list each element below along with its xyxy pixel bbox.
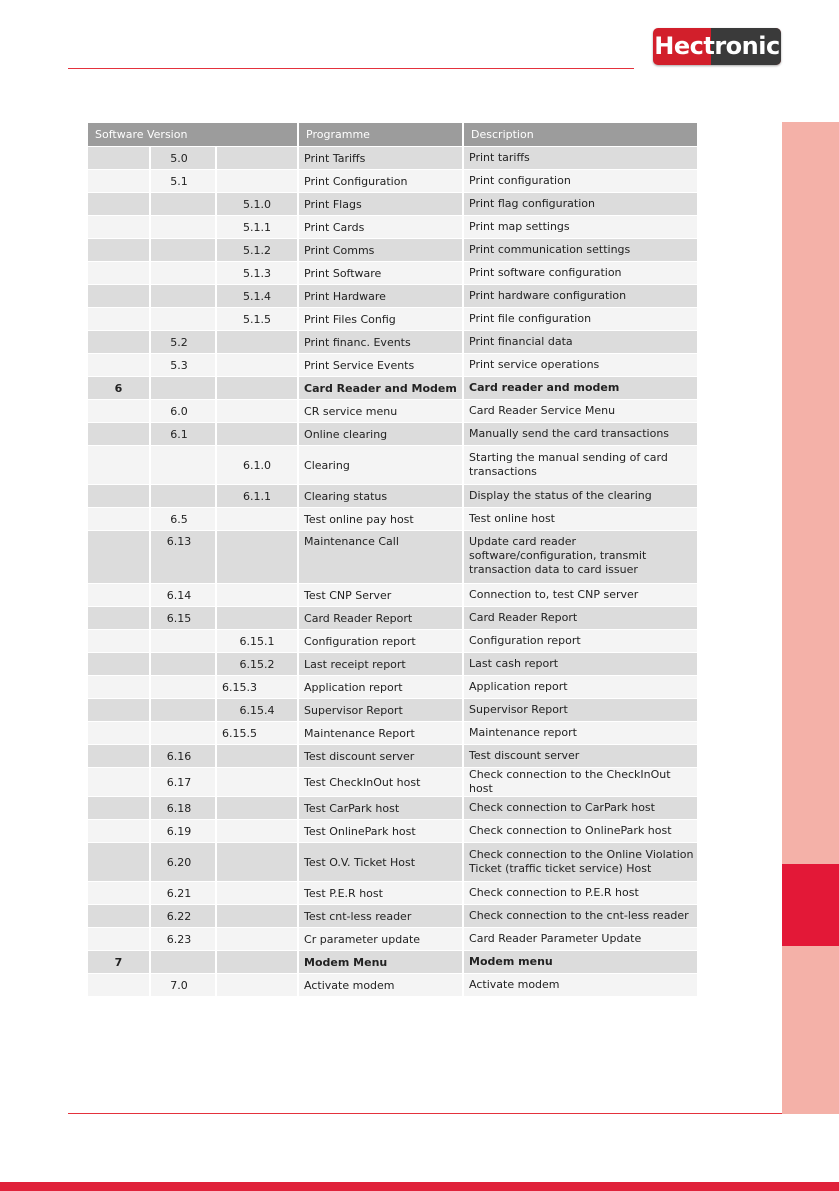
level3-cell: 6.15.3 bbox=[216, 676, 298, 699]
description-cell: Manually send the card transactions bbox=[463, 423, 697, 446]
table-row bbox=[88, 653, 697, 676]
level2-cell: 6.18 bbox=[150, 797, 216, 820]
programme-cell: Last receipt report bbox=[298, 653, 463, 676]
table-row bbox=[88, 531, 697, 584]
table-row bbox=[88, 485, 697, 508]
level3-cell bbox=[216, 607, 298, 630]
logo-text: Hectronic bbox=[654, 32, 780, 60]
table-row bbox=[88, 147, 697, 170]
table-row bbox=[88, 584, 697, 607]
programme-cell: Test cnt-less reader bbox=[298, 905, 463, 928]
programme-cell: Test P.E.R host bbox=[298, 882, 463, 905]
programme-cell: Print Tariffs bbox=[298, 147, 463, 170]
description-cell: Modem menu bbox=[463, 951, 697, 974]
programme-cell: Card Reader and Modem bbox=[298, 377, 463, 400]
level2-cell: 5.1 bbox=[150, 170, 216, 193]
header-programme: Programme bbox=[298, 123, 463, 147]
level1-cell bbox=[88, 607, 150, 630]
table-row bbox=[88, 239, 697, 262]
header-rule bbox=[68, 68, 634, 69]
description-cell: Card reader and modem bbox=[463, 377, 697, 400]
description-cell: Print financial data bbox=[463, 331, 697, 354]
level3-cell bbox=[216, 147, 298, 170]
header-description: Description bbox=[463, 123, 697, 147]
description-cell: Print communication settings bbox=[463, 239, 697, 262]
description-cell: Starting the manual sending of card transactions bbox=[463, 446, 697, 485]
description-cell: Supervisor Report bbox=[463, 699, 697, 722]
level1-cell bbox=[88, 882, 150, 905]
description-cell: Display the status of the clearing bbox=[463, 485, 697, 508]
level3-cell bbox=[216, 951, 298, 974]
table-row bbox=[88, 170, 697, 193]
description-cell: Print software configuration bbox=[463, 262, 697, 285]
level2-cell bbox=[150, 216, 216, 239]
table-row bbox=[88, 722, 697, 745]
level3-cell bbox=[216, 508, 298, 531]
table-row bbox=[88, 446, 697, 485]
description-cell: Print service operations bbox=[463, 354, 697, 377]
programme-cell: Test CheckInOut host bbox=[298, 768, 463, 797]
level3-cell bbox=[216, 768, 298, 797]
level2-cell bbox=[150, 377, 216, 400]
level3-cell: 5.1.1 bbox=[216, 216, 298, 239]
table-row bbox=[88, 974, 697, 997]
level3-cell bbox=[216, 331, 298, 354]
table-row bbox=[88, 882, 697, 905]
level2-cell bbox=[150, 239, 216, 262]
level1-cell: 6 bbox=[88, 377, 150, 400]
table-row bbox=[88, 820, 697, 843]
level2-cell: 6.22 bbox=[150, 905, 216, 928]
level3-cell: 5.1.2 bbox=[216, 239, 298, 262]
level3-cell: 6.15.5 bbox=[216, 722, 298, 745]
table-row bbox=[88, 607, 697, 630]
description-cell: Check connection to the Online Violation Ticket (traffic ticket service) Host bbox=[463, 843, 697, 882]
level3-cell bbox=[216, 745, 298, 768]
level2-cell bbox=[150, 653, 216, 676]
level3-cell: 5.1.4 bbox=[216, 285, 298, 308]
level3-cell bbox=[216, 354, 298, 377]
level1-cell bbox=[88, 354, 150, 377]
programme-cell: Card Reader Report bbox=[298, 607, 463, 630]
hectronic-logo bbox=[653, 28, 781, 65]
level3-cell bbox=[216, 400, 298, 423]
table-row bbox=[88, 354, 697, 377]
level1-cell bbox=[88, 928, 150, 951]
level2-cell: 6.20 bbox=[150, 843, 216, 882]
description-cell: Print flag configuration bbox=[463, 193, 697, 216]
level1-cell bbox=[88, 699, 150, 722]
level2-cell: 6.19 bbox=[150, 820, 216, 843]
level1-cell bbox=[88, 676, 150, 699]
programme-cell: Application report bbox=[298, 676, 463, 699]
table-section-row bbox=[88, 951, 697, 974]
level1-cell bbox=[88, 653, 150, 676]
description-cell: Check connection to the cnt-less reader bbox=[463, 905, 697, 928]
programme-cell: Maintenance Report bbox=[298, 722, 463, 745]
table-section-row bbox=[88, 377, 697, 400]
level2-cell: 5.3 bbox=[150, 354, 216, 377]
programme-cell: Print Comms bbox=[298, 239, 463, 262]
description-cell: Card Reader Report bbox=[463, 607, 697, 630]
level3-cell: 5.1.5 bbox=[216, 308, 298, 331]
level2-cell bbox=[150, 285, 216, 308]
level2-cell: 7.0 bbox=[150, 974, 216, 997]
programme-cell: Modem Menu bbox=[298, 951, 463, 974]
description-cell: Print configuration bbox=[463, 170, 697, 193]
level3-cell: 6.15.1 bbox=[216, 630, 298, 653]
description-cell: Check connection to CarPark host bbox=[463, 797, 697, 820]
level3-cell: 6.15.2 bbox=[216, 653, 298, 676]
table-row bbox=[88, 216, 697, 239]
level2-cell bbox=[150, 676, 216, 699]
description-cell: Activate modem bbox=[463, 974, 697, 997]
programme-cell: Configuration report bbox=[298, 630, 463, 653]
table-row bbox=[88, 905, 697, 928]
level2-cell bbox=[150, 485, 216, 508]
footer-bar bbox=[0, 1182, 839, 1191]
table-row bbox=[88, 423, 697, 446]
description-cell: Print file configuration bbox=[463, 308, 697, 331]
level3-cell bbox=[216, 423, 298, 446]
level2-cell: 6.0 bbox=[150, 400, 216, 423]
active-chapter-marker bbox=[782, 864, 839, 946]
table-row bbox=[88, 843, 697, 882]
programme-cell: Print Files Config bbox=[298, 308, 463, 331]
level1-cell bbox=[88, 446, 150, 485]
level1-cell bbox=[88, 170, 150, 193]
level1-cell bbox=[88, 905, 150, 928]
level1-cell bbox=[88, 630, 150, 653]
level1-cell bbox=[88, 485, 150, 508]
level1-cell bbox=[88, 193, 150, 216]
level2-cell: 6.5 bbox=[150, 508, 216, 531]
description-cell: Print tariffs bbox=[463, 147, 697, 170]
programme-cell: Activate modem bbox=[298, 974, 463, 997]
programme-cell: Test online pay host bbox=[298, 508, 463, 531]
level1-cell: 7 bbox=[88, 951, 150, 974]
level3-cell bbox=[216, 905, 298, 928]
level2-cell: 6.1 bbox=[150, 423, 216, 446]
table-row bbox=[88, 400, 697, 423]
chapter-side-tab bbox=[782, 122, 839, 1114]
description-cell: Card Reader Parameter Update bbox=[463, 928, 697, 951]
level3-cell bbox=[216, 584, 298, 607]
level1-cell bbox=[88, 531, 150, 584]
level1-cell bbox=[88, 768, 150, 797]
programme-cell: Print Service Events bbox=[298, 354, 463, 377]
table-row bbox=[88, 285, 697, 308]
programme-cell: Maintenance Call bbox=[298, 531, 463, 584]
table-row bbox=[88, 508, 697, 531]
programme-cell: Cr parameter update bbox=[298, 928, 463, 951]
level1-cell bbox=[88, 974, 150, 997]
programme-cell: Test discount server bbox=[298, 745, 463, 768]
level3-cell bbox=[216, 820, 298, 843]
programme-cell: Clearing status bbox=[298, 485, 463, 508]
software-version-table bbox=[88, 123, 697, 996]
level1-cell bbox=[88, 722, 150, 745]
level2-cell: 6.21 bbox=[150, 882, 216, 905]
level1-cell bbox=[88, 147, 150, 170]
level3-cell bbox=[216, 882, 298, 905]
description-cell: Last cash report bbox=[463, 653, 697, 676]
level1-cell bbox=[88, 820, 150, 843]
level1-cell bbox=[88, 262, 150, 285]
level2-cell bbox=[150, 308, 216, 331]
level2-cell bbox=[150, 951, 216, 974]
level2-cell bbox=[150, 193, 216, 216]
programme-cell: Test OnlinePark host bbox=[298, 820, 463, 843]
table-row bbox=[88, 308, 697, 331]
level2-cell: 5.0 bbox=[150, 147, 216, 170]
level2-cell: 6.14 bbox=[150, 584, 216, 607]
programme-cell: Clearing bbox=[298, 446, 463, 485]
header-software-version: Software Version bbox=[88, 123, 298, 147]
table-row bbox=[88, 331, 697, 354]
table-row bbox=[88, 630, 697, 653]
level3-cell bbox=[216, 170, 298, 193]
description-cell: Print map settings bbox=[463, 216, 697, 239]
table-row bbox=[88, 262, 697, 285]
description-cell: Test online host bbox=[463, 508, 697, 531]
footer-rule bbox=[68, 1113, 782, 1114]
level1-cell bbox=[88, 584, 150, 607]
description-cell: Test discount server bbox=[463, 745, 697, 768]
programme-cell: Print Software bbox=[298, 262, 463, 285]
table-row bbox=[88, 699, 697, 722]
level3-cell bbox=[216, 928, 298, 951]
description-cell: Connection to, test CNP server bbox=[463, 584, 697, 607]
level1-cell bbox=[88, 400, 150, 423]
level1-cell bbox=[88, 308, 150, 331]
description-cell: Check connection to P.E.R host bbox=[463, 882, 697, 905]
table-row bbox=[88, 193, 697, 216]
level2-cell: 6.23 bbox=[150, 928, 216, 951]
table-row bbox=[88, 676, 697, 699]
programme-cell: Test CarPark host bbox=[298, 797, 463, 820]
description-cell: Maintenance report bbox=[463, 722, 697, 745]
level1-cell bbox=[88, 843, 150, 882]
level1-cell bbox=[88, 285, 150, 308]
table-row bbox=[88, 797, 697, 820]
programme-cell: Print Hardware bbox=[298, 285, 463, 308]
description-cell: Application report bbox=[463, 676, 697, 699]
programme-cell: Online clearing bbox=[298, 423, 463, 446]
level2-cell bbox=[150, 262, 216, 285]
description-cell: Check connection to the CheckInOut host bbox=[463, 768, 697, 797]
level2-cell: 6.16 bbox=[150, 745, 216, 768]
description-cell: Card Reader Service Menu bbox=[463, 400, 697, 423]
programme-cell: CR service menu bbox=[298, 400, 463, 423]
programme-cell: Test CNP Server bbox=[298, 584, 463, 607]
table-header-row bbox=[88, 123, 697, 147]
level3-cell: 5.1.3 bbox=[216, 262, 298, 285]
level1-cell bbox=[88, 331, 150, 354]
level2-cell bbox=[150, 630, 216, 653]
programme-cell: Print financ. Events bbox=[298, 331, 463, 354]
level2-cell: 6.15 bbox=[150, 607, 216, 630]
table-row bbox=[88, 928, 697, 951]
programme-cell: Print Configuration bbox=[298, 170, 463, 193]
programme-cell: Print Cards bbox=[298, 216, 463, 239]
table-row bbox=[88, 768, 697, 797]
level2-cell: 5.2 bbox=[150, 331, 216, 354]
level1-cell bbox=[88, 239, 150, 262]
description-cell: Print hardware configuration bbox=[463, 285, 697, 308]
level1-cell bbox=[88, 216, 150, 239]
level3-cell: 5.1.0 bbox=[216, 193, 298, 216]
level3-cell: 6.1.1 bbox=[216, 485, 298, 508]
level2-cell bbox=[150, 446, 216, 485]
level1-cell bbox=[88, 797, 150, 820]
level2-cell bbox=[150, 722, 216, 745]
level3-cell bbox=[216, 531, 298, 584]
level2-cell bbox=[150, 699, 216, 722]
level2-cell: 6.13 bbox=[150, 531, 216, 584]
table-row bbox=[88, 745, 697, 768]
level1-cell bbox=[88, 745, 150, 768]
level3-cell bbox=[216, 377, 298, 400]
level3-cell: 6.15.4 bbox=[216, 699, 298, 722]
level1-cell bbox=[88, 508, 150, 531]
level3-cell bbox=[216, 974, 298, 997]
description-cell: Check connection to OnlinePark host bbox=[463, 820, 697, 843]
level2-cell: 6.17 bbox=[150, 768, 216, 797]
description-cell: Update card reader software/configuration, transmit transaction data to card issuer bbox=[463, 531, 697, 584]
level1-cell bbox=[88, 423, 150, 446]
level3-cell bbox=[216, 797, 298, 820]
programme-cell: Supervisor Report bbox=[298, 699, 463, 722]
description-cell: Configuration report bbox=[463, 630, 697, 653]
level3-cell bbox=[216, 843, 298, 882]
level3-cell: 6.1.0 bbox=[216, 446, 298, 485]
programme-cell: Print Flags bbox=[298, 193, 463, 216]
programme-cell: Test O.V. Ticket Host bbox=[298, 843, 463, 882]
